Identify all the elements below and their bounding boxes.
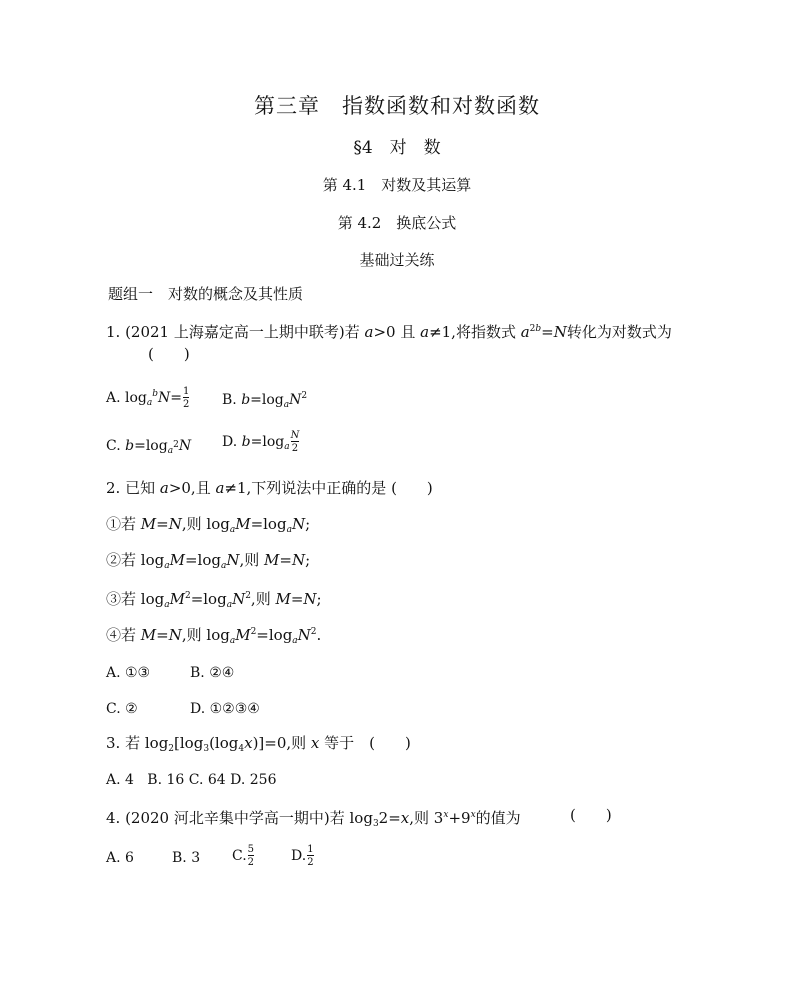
question-3-option-c: C. 64 bbox=[188, 772, 226, 788]
question-2-option-c: C. ② bbox=[106, 701, 138, 717]
question-1-option-d: D. $b=\log_a$ $\frac{N}{2}$ bbox=[222, 430, 300, 454]
question-4-stem: 4. (2020 河北辛集中学高一期中)若 $\log_32=x$,则 $3^x+9^x$的值为 bbox=[106, 809, 521, 829]
question-4-option-d: D. $\frac{1}{2}$ bbox=[291, 844, 314, 868]
section-title: §4 对 数 bbox=[353, 138, 441, 158]
subsection-title-4-1: 第 4.1 对数及其运算 bbox=[322, 176, 472, 194]
subsection-title-4-2: 第 4.2 换底公式 bbox=[337, 214, 457, 232]
question-1-option-a: A. $\log_a^bN=$ $\frac{1}{2}$ bbox=[106, 386, 190, 410]
question-3-option-d: D. 256 bbox=[230, 772, 277, 788]
question-2-stem: 2. 已知 a>0,且 a≠1,下列说法中正确的是 ( ) bbox=[106, 479, 433, 497]
question-1-option-c: C. $b=\log_{a^2}N$ bbox=[106, 438, 192, 456]
chapter-title: 第三章 指数函数和对数函数 bbox=[254, 94, 540, 118]
level-heading: 基础过关练 bbox=[359, 251, 435, 269]
question-4-blank: ( ) bbox=[570, 806, 612, 824]
question-1-option-b: B. $b=\log_aN^2$ bbox=[222, 391, 308, 410]
question-4-option-a: A. 6 bbox=[106, 850, 134, 866]
question-2-option-d: D. ①②③④ bbox=[190, 701, 260, 717]
question-4-option-c: C. $\frac{5}{2}$ bbox=[232, 844, 255, 868]
question-3-options bbox=[106, 770, 277, 790]
question-2-item-4: ④若 M=N,则 $\log_aM^2=\log_aN^2$. bbox=[106, 626, 322, 646]
question-3-option-a: A. 4 bbox=[106, 772, 134, 788]
group-title: 题组一 对数的概念及其性质 bbox=[108, 285, 304, 303]
question-2-item-1: ①若 M=N,则 $\log_aM=\log_aN$; bbox=[106, 515, 311, 535]
question-3-option-b: B. 16 bbox=[147, 772, 185, 788]
question-1-blank: ( ) bbox=[148, 345, 190, 363]
question-4-option-b: B. 3 bbox=[172, 850, 201, 866]
question-2-item-3: ③若 $\log_aM^2=\log_aN^2$,则 M=N; bbox=[106, 590, 322, 610]
question-1-stem: 1. (2021 上海嘉定高一上期中联考)若 a>0 且 a≠1,将指数式 $a^{2b}=N$转化为对数式为 bbox=[106, 323, 672, 341]
question-2-item-2: ②若 $\log_aM=\log_aN$,则 M=N; bbox=[106, 551, 311, 571]
question-2-option-b: B. ②④ bbox=[190, 665, 235, 681]
question-2-option-a: A. ①③ bbox=[106, 665, 151, 681]
question-3-stem: 3. 若 $\log_2[\log_3(\log_4x)]=0$,则 x 等于 ( ) bbox=[106, 734, 411, 754]
